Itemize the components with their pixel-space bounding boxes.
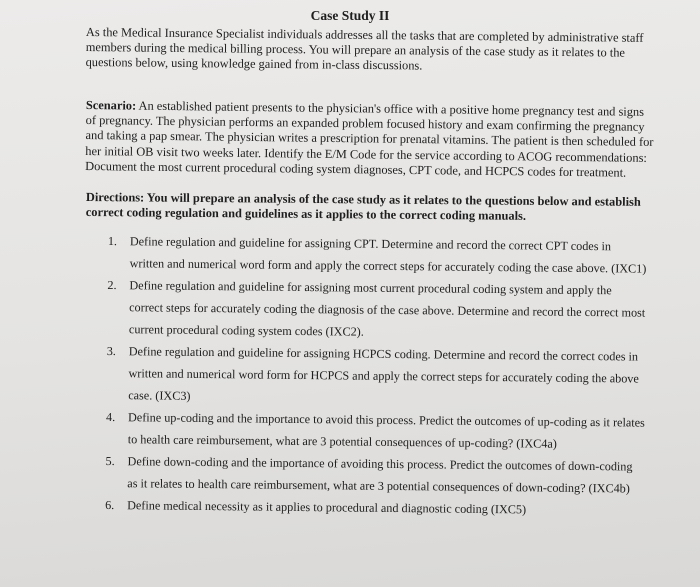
- question-number: 5.: [105, 453, 115, 469]
- question-number: 3.: [106, 343, 116, 359]
- question-text: Define regulation and guideline for assigning HCPCS coding. Determine and record the correct codes in written and numerical word form for HCPCS and apply the correct steps for accurately coding the above case. (IXC3): [128, 344, 639, 403]
- question-item: [106, 406, 646, 456]
- question-text: Define regulation and guideline for assigning most current procedural coding system and apply the correct steps for accurately coding the diagnosis of the case above. Determine and record the correct most current procedural coding system codes (IXC2).: [128, 278, 646, 339]
- question-text: Define regulation and guideline for assigning CPT. Determine and record the correct CPT codes in written and numerical word form and apply the correct steps for accurately coding the case above. (IXC1): [129, 234, 647, 276]
- question-text: Define up-coding and the importance to avoid this process. Predict the outcomes of up-coding as it relates to health care reimbursement, what are 3 potential consequences of up-coding? (IXC4a): [127, 410, 645, 451]
- scenario-text: An established patient presents to the physician's office with a positive home pregnancy test and signs of pregnancy. The physician performs an expanded problem focused history and exam confirming the pregnancy and taking a pap smear. The physician writes a prescription for prenatal vitamins. The patient is then scheduled for her initial OB visit two weeks later. Identify the E/M Code for the service according to ACOG recommendations: Document the most current procedural coding system diagnoses, CPT code, and HCPCS codes for treatment.: [85, 98, 654, 180]
- question-number: 6.: [105, 497, 115, 513]
- question-number: 4.: [105, 409, 116, 425]
- question-text: Define medical necessity as it applies to procedural and diagnostic coding (IXC5): [127, 498, 527, 517]
- question-text: Define down-coding and the importance of avoiding this process. Predict the outcomes of down-coding as it relates to health care reimbursement, what are 3 potential consequences of down-coding? (IXC4b): [127, 454, 633, 496]
- document-title: Case Study II: [310, 8, 390, 23]
- question-item: [105, 494, 645, 522]
- scenario-label: Scenario:: [85, 98, 137, 113]
- question-number: 2.: [107, 277, 117, 293]
- question-item: [107, 274, 648, 346]
- question-number: 1.: [107, 233, 118, 249]
- question-item: [108, 230, 648, 280]
- question-item: [106, 340, 647, 412]
- question-list: [105, 230, 648, 522]
- scenario-paragraph: [85, 98, 656, 181]
- directions-paragraph: Directions: You will prepare an analysis of the case study as it relates to the questions below and establish correct coding regulation and guidelines as it applies to the correct coding manuals.: [85, 190, 641, 224]
- intro-paragraph: As the Medical Insurance Specialist individuals addresses all the tasks that are completed by administrative staff members during the medical billing process. You will prepare an analysis of the case study as it relates to the questions below, using knowledge gained from in-class discussions.: [85, 25, 644, 73]
- question-item: [105, 450, 645, 500]
